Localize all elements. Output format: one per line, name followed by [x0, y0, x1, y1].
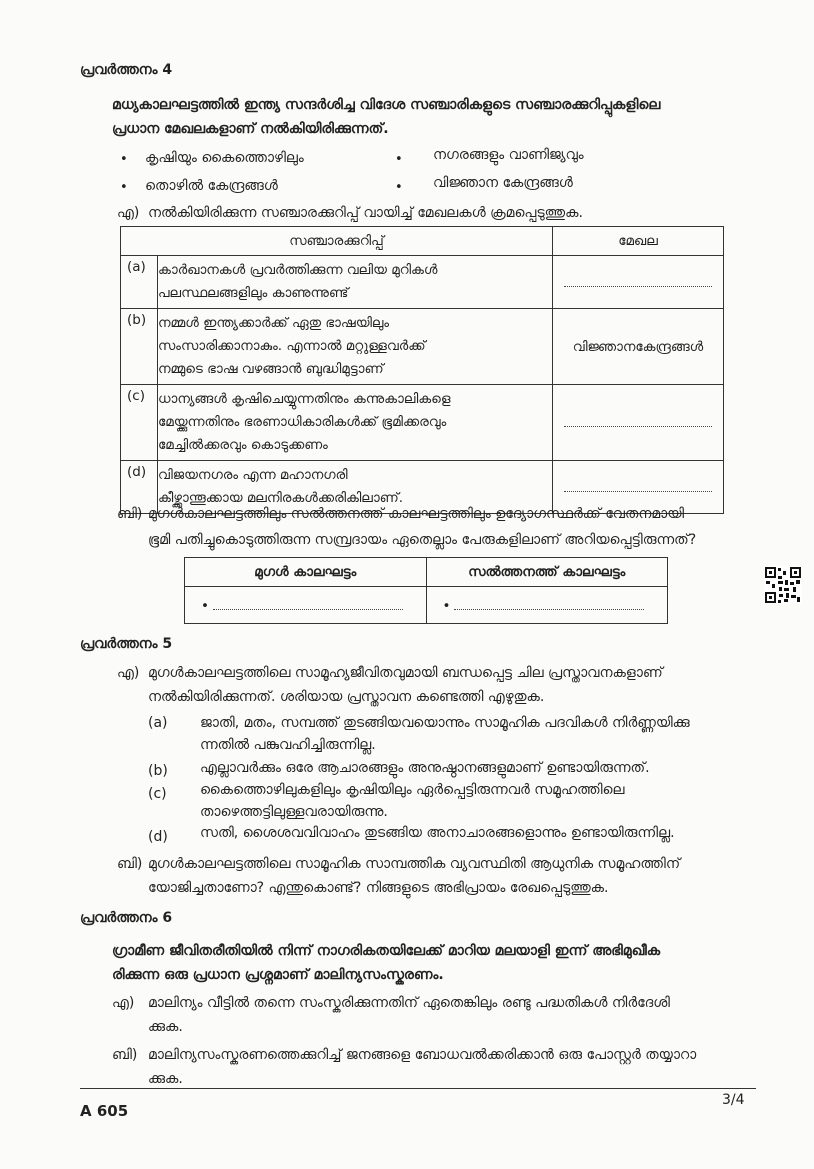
footer-divider	[80, 1088, 756, 1089]
row-text: വിജയനഗരം എന്ന മഹാനഗരി കീഴ്ക്കാന്തൂക്കായ മലനിരകൾക്കരികിലാണ്.	[158, 461, 553, 514]
option-text: സതി, ശൈശവവിവാഹം തുടങ്ങിയ അനാചാരങ്ങളൊന്നും ഉണ്ടായിരുന്നില്ല.	[200, 825, 675, 841]
option-text: ജാതി, മതം, സമ്പത്ത് തുടങ്ങിയവയൊന്നും സാമൂഹിക പദവികൾ നിർണ്ണയിക്കു	[200, 715, 690, 731]
row-label: (d)	[121, 461, 158, 514]
bullet-icon: •	[395, 152, 403, 167]
page-number: 3/4	[722, 1092, 745, 1108]
question-b-line-2: ഭൂമി പതിച്ചുകൊടുത്തിരുന്ന സമ്പ്രദായം ഏതെല്ലാം പേരുകളിലാണ് അറിയപ്പെട്ടിരുന്നത്?	[148, 532, 697, 548]
question-b-line-2: ക്കുക.	[148, 1071, 183, 1087]
option-label: (b)	[148, 763, 168, 779]
bullet-item: കൃഷിയും കൈത്തൊഴിലും	[145, 150, 304, 166]
qr-code-icon	[764, 566, 802, 604]
option-label: (a)	[148, 715, 168, 731]
question-a-label: എ)	[117, 205, 140, 221]
answer-blank[interactable]	[553, 256, 724, 309]
question-a-line-2: നൽകിയിരിക്കുന്നത്. ശരിയായ പ്രസ്താവന കണ്ടെത്തി എഴുതുക.	[148, 689, 545, 705]
option-text: കൈത്തൊഴിലുകളിലും കൃഷിയിലും ഏർപ്പെട്ടിരുന്നവർ സമൂഹത്തിലെ	[200, 782, 625, 798]
table-header-mughal: മുഗൾ കാലഘട്ടം	[185, 558, 427, 587]
option-label: (c)	[148, 786, 167, 802]
option-text: ന്നതിൽ പങ്കുവഹിച്ചിരുന്നില്ല.	[200, 737, 376, 753]
activity-6-intro-1: ഗ്രാമീണ ജീവിതരീതിയിൽ നിന്ന് നാഗരികതയിലേക്ക് മാറിയ മലയാളി ഇന്ന് അഭിമുഖീക	[112, 943, 661, 959]
question-b-label: ബി)	[117, 506, 143, 522]
row-label: (a)	[121, 256, 158, 309]
activity-6-title: പ്രവർത്തനം 6	[80, 910, 173, 926]
table-header-notes: സഞ്ചാരക്കുറിപ്പ്	[121, 227, 553, 256]
land-grant-table	[184, 557, 668, 624]
question-b-label: ബി)	[117, 856, 143, 872]
travel-notes-table	[120, 226, 724, 514]
option-text: താഴെത്തട്ടിലുള്ളവരായിരുന്നു.	[200, 804, 388, 820]
question-b-line-1: മുഗൾകാലഘട്ടത്തിലെ സാമൂഹിക സാമ്പത്തിക വ്യവസ്ഥിതി ആധുനിക സമൂഹത്തിന്	[148, 856, 681, 872]
table-row	[121, 309, 724, 385]
question-a-line-2: ക്കുക.	[148, 1019, 183, 1035]
question-b-line-1: മാലിന്യസംസ്കരണത്തെക്കുറിച്ച് ജനങ്ങളെ ബോധവൽക്കരിക്കാൻ ഒരു പോസ്റ്റർ തയ്യാറാ	[148, 1047, 697, 1063]
question-b-line-1: മുഗൾകാലഘട്ടത്തിലും സൽത്തനത്ത് കാലഘട്ടത്തിലും ഉദ്യോഗസ്ഥർക്ക് വേതനമായി	[148, 506, 684, 522]
question-a-line-1: മാലിന്യം വീട്ടിൽ തന്നെ സംസ്കരിക്കുന്നതിന് ഏതെങ്കിലും രണ്ടു പദ്ധതികൾ നിർദേശി	[148, 995, 670, 1011]
question-a-text: നൽകിയിരിക്കുന്ന സഞ്ചാരക്കുറിപ്പ് വായിച്ച് മേഖലകൾ ക്രമപ്പെടുത്തുക.	[148, 205, 583, 221]
answer-blank-mughal[interactable]: •	[185, 587, 427, 624]
bullet-item: വിജ്ഞാന കേന്ദ്രങ്ങൾ	[433, 175, 573, 191]
answer-blank-sultanate[interactable]: •	[426, 587, 668, 624]
row-text: നമ്മൾ ഇന്ത്യക്കാർക്ക് ഏതു ഭാഷയിലും സംസാരിക്കാനാകും. എന്നാൽ മറ്റുള്ളവർക്ക് നമ്മുടെ ഭാഷ വഴങ്ങാൻ ബുദ്ധിമുട്ടാണ്	[158, 309, 553, 385]
option-label: (d)	[148, 829, 168, 845]
answer-filled: വിജ്ഞാനകേന്ദ്രങ്ങൾ	[553, 309, 724, 385]
table-header-sultanate: സൽത്തനത്ത് കാലഘട്ടം	[426, 558, 668, 587]
activity-4-title: പ്രവർത്തനം 4	[80, 62, 173, 78]
row-label: (b)	[121, 309, 158, 385]
activity-6-intro-2: രിക്കുന്ന ഒരു പ്രധാന പ്രശ്നമാണ് മാലിന്യസംസ്കരണം.	[112, 967, 444, 983]
bullet-icon: •	[120, 180, 128, 195]
bullet-item: നഗരങ്ങളും വാണിജ്യവും	[433, 147, 584, 163]
question-a-label: എ)	[112, 995, 135, 1011]
table-row	[121, 256, 724, 309]
bullet-item: തൊഴിൽ കേന്ദ്രങ്ങൾ	[145, 178, 278, 194]
question-b-line-2: യോജിച്ചതാണോ? എന്തുകൊണ്ട്? നിങ്ങളുടെ അഭിപ്രായം രേഖപ്പെടുത്തുക.	[148, 880, 609, 896]
answer-blank[interactable]	[553, 385, 724, 461]
activity-4-intro-2: പ്രധാന മേഖലകളാണ് നൽകിയിരിക്കുന്നത്.	[112, 121, 389, 137]
table-header-sector: മേഖല	[553, 227, 724, 256]
question-b-label: ബി)	[112, 1047, 138, 1063]
bullet-icon: •	[395, 180, 403, 195]
activity-4-intro-1: മധ്യകാലഘട്ടത്തിൽ ഇന്ത്യ സന്ദർശിച്ച വിദേശ സഞ്ചാരികളുടെ സഞ്ചാരക്കുറിപ്പുകളിലെ	[112, 97, 661, 113]
row-text: കാർഖാനകൾ പ്രവർത്തിക്കുന്ന വലിയ മുറികൾ പലസ്ഥലങ്ങളിലും കാണുന്നുണ്ട്	[158, 256, 553, 309]
row-text: ധാന്യങ്ങൾ കൃഷിചെയ്യുന്നതിനും കന്നുകാലികളെ മേയ്ക്കുന്നതിനും ഭരണാധികാരികൾക്ക് ഭൂമിക്കരവും മേച്ചിൽക്കരവും കൊടുക്കണം	[158, 385, 553, 461]
activity-5-title: പ്രവർത്തനം 5	[80, 636, 173, 652]
table-row	[121, 385, 724, 461]
row-label: (c)	[121, 385, 158, 461]
bullet-icon: •	[120, 152, 128, 167]
option-text: എല്ലാവർക്കും ഒരേ ആചാരങ്ങളും അനുഷ്ഠാനങ്ങളുമാണ് ഉണ്ടായിരുന്നത്.	[200, 760, 650, 776]
question-a-line-1: മുഗൾകാലഘട്ടത്തിലെ സാമൂഹ്യജീവിതവുമായി ബന്ധപ്പെട്ട ചില പ്രസ്താവനകളാണ്	[148, 665, 663, 681]
question-a-label: എ)	[117, 665, 140, 681]
paper-code: A 605	[80, 1102, 129, 1120]
